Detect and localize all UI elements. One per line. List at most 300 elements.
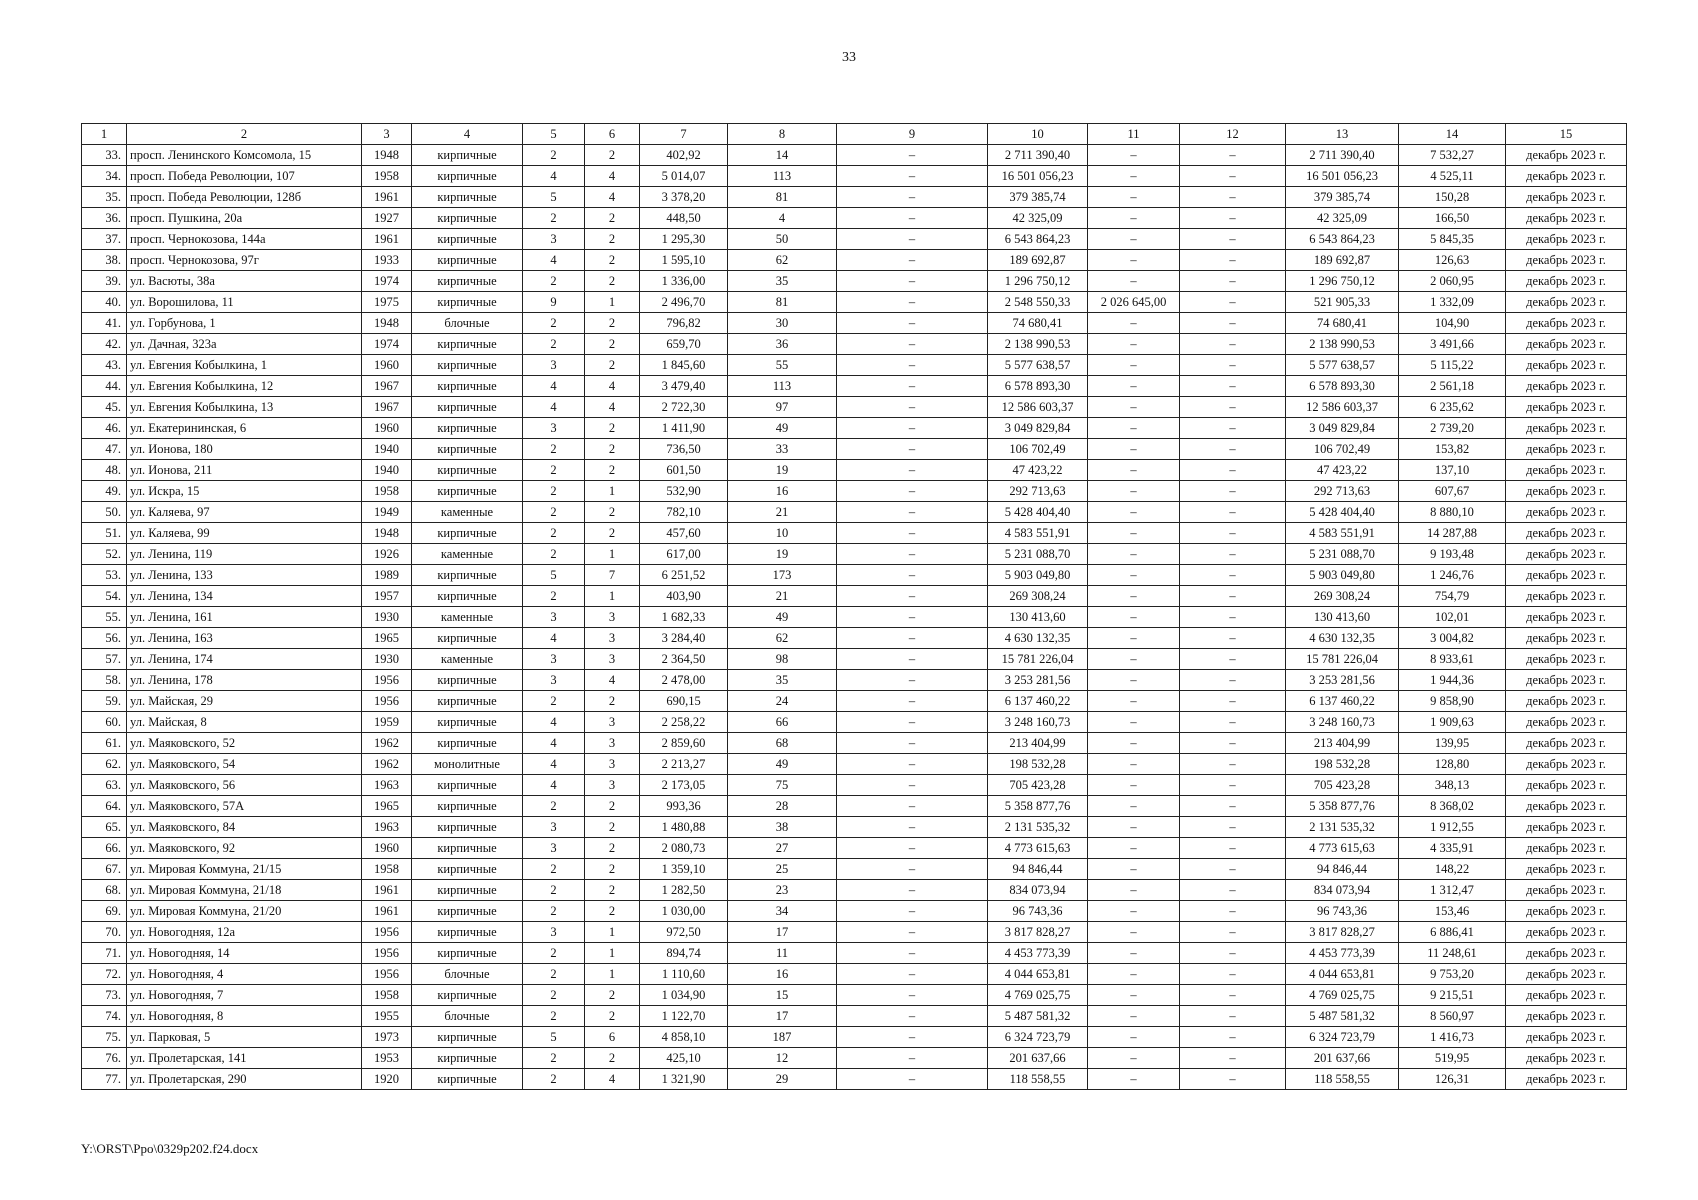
table-cell: 38. bbox=[82, 250, 127, 271]
table-cell: 2 bbox=[585, 523, 640, 544]
table-cell: 1956 bbox=[362, 922, 412, 943]
table-cell: – bbox=[837, 439, 988, 460]
table-cell: кирпичные bbox=[412, 859, 523, 880]
table-cell: просп. Пушкина, 20а bbox=[127, 208, 362, 229]
table-cell: – bbox=[1088, 859, 1180, 880]
table-cell: 77. bbox=[82, 1069, 127, 1090]
table-cell: просп. Ленинского Комсомола, 15 bbox=[127, 145, 362, 166]
table-cell: ул. Ленина, 163 bbox=[127, 628, 362, 649]
table-cell: 2 561,18 bbox=[1399, 376, 1506, 397]
table-cell: – bbox=[837, 565, 988, 586]
table-cell: 2 bbox=[585, 334, 640, 355]
table-cell: 1962 bbox=[362, 754, 412, 775]
table-cell: 5 231 088,70 bbox=[988, 544, 1088, 565]
table-cell: 16 bbox=[728, 964, 837, 985]
table-cell: – bbox=[837, 250, 988, 271]
table-cell: 64. bbox=[82, 796, 127, 817]
table-row bbox=[82, 649, 1627, 670]
table-cell: 52. bbox=[82, 544, 127, 565]
table-row bbox=[82, 880, 1627, 901]
table-cell: – bbox=[1088, 649, 1180, 670]
table-cell: 166,50 bbox=[1399, 208, 1506, 229]
table-cell: 35. bbox=[82, 187, 127, 208]
table-cell: 102,01 bbox=[1399, 607, 1506, 628]
table-cell: – bbox=[1088, 1006, 1180, 1027]
table-cell: 1956 bbox=[362, 691, 412, 712]
column-number-header: 11 bbox=[1088, 124, 1180, 145]
table-cell: 1967 bbox=[362, 397, 412, 418]
table-cell: ул. Екатерининская, 6 bbox=[127, 418, 362, 439]
table-cell: ул. Мировая Коммуна, 21/18 bbox=[127, 880, 362, 901]
table-cell: 292 713,63 bbox=[988, 481, 1088, 502]
table-cell: 4 630 132,35 bbox=[988, 628, 1088, 649]
table-cell: блочные bbox=[412, 1006, 523, 1027]
table-cell: – bbox=[837, 754, 988, 775]
table-cell: 6 137 460,22 bbox=[1286, 691, 1399, 712]
table-cell: декабрь 2023 г. bbox=[1506, 628, 1627, 649]
table-cell: 81 bbox=[728, 187, 837, 208]
table-cell: 15 781 226,04 bbox=[988, 649, 1088, 670]
table-cell: 521 905,33 bbox=[1286, 292, 1399, 313]
table-cell: 1963 bbox=[362, 817, 412, 838]
table-cell: ул. Пролетарская, 141 bbox=[127, 1048, 362, 1069]
table-cell: – bbox=[837, 166, 988, 187]
table-cell: 17 bbox=[728, 922, 837, 943]
table-cell: 2 bbox=[523, 796, 585, 817]
table-cell: 16 bbox=[728, 481, 837, 502]
table-cell: – bbox=[1180, 376, 1286, 397]
table-cell: 8 933,61 bbox=[1399, 649, 1506, 670]
table-cell: 76. bbox=[82, 1048, 127, 1069]
table-cell: 36. bbox=[82, 208, 127, 229]
table-cell: 24 bbox=[728, 691, 837, 712]
table-cell: 2 859,60 bbox=[640, 733, 728, 754]
table-cell: 4 bbox=[523, 775, 585, 796]
table-cell: 55. bbox=[82, 607, 127, 628]
table-cell: 2 173,05 bbox=[640, 775, 728, 796]
table-cell: ул. Маяковского, 54 bbox=[127, 754, 362, 775]
table-cell: 3 bbox=[585, 754, 640, 775]
table-row bbox=[82, 502, 1627, 523]
table-cell: – bbox=[1088, 355, 1180, 376]
table-cell: 1 bbox=[585, 922, 640, 943]
table-cell: 457,60 bbox=[640, 523, 728, 544]
table-cell: декабрь 2023 г. bbox=[1506, 250, 1627, 271]
table-cell: 5 014,07 bbox=[640, 166, 728, 187]
table-cell: – bbox=[1088, 775, 1180, 796]
table-cell: – bbox=[1088, 376, 1180, 397]
table-cell: декабрь 2023 г. bbox=[1506, 397, 1627, 418]
table-cell: – bbox=[1180, 250, 1286, 271]
table-cell: 1956 bbox=[362, 964, 412, 985]
table-cell: каменные bbox=[412, 544, 523, 565]
table-cell: кирпичные bbox=[412, 187, 523, 208]
table-cell: 3 817 828,27 bbox=[988, 922, 1088, 943]
table-cell: 35 bbox=[728, 271, 837, 292]
table-cell: 2 bbox=[523, 901, 585, 922]
table-cell: – bbox=[1180, 145, 1286, 166]
table-cell: кирпичные bbox=[412, 1027, 523, 1048]
table-cell: 3 bbox=[523, 607, 585, 628]
table-cell: – bbox=[1088, 565, 1180, 586]
table-cell: 1 295,30 bbox=[640, 229, 728, 250]
table-cell: ул. Маяковского, 57А bbox=[127, 796, 362, 817]
table-cell: 5 358 877,76 bbox=[988, 796, 1088, 817]
table-cell: 519,95 bbox=[1399, 1048, 1506, 1069]
table-cell: 2 bbox=[523, 943, 585, 964]
table-cell: ул. Новогодняя, 7 bbox=[127, 985, 362, 1006]
table-cell: 68 bbox=[728, 733, 837, 754]
table-cell: 98 bbox=[728, 649, 837, 670]
table-cell: 2 bbox=[523, 313, 585, 334]
table-row bbox=[82, 1006, 1627, 1027]
table-cell: декабрь 2023 г. bbox=[1506, 292, 1627, 313]
table-cell: 425,10 bbox=[640, 1048, 728, 1069]
table-cell: декабрь 2023 г. bbox=[1506, 418, 1627, 439]
table-cell: – bbox=[1180, 880, 1286, 901]
table-cell: 1 bbox=[585, 544, 640, 565]
table-cell: 153,46 bbox=[1399, 901, 1506, 922]
table-cell: 2 bbox=[523, 544, 585, 565]
table-row bbox=[82, 1069, 1627, 1090]
table-cell: 37. bbox=[82, 229, 127, 250]
table-cell: 3 bbox=[523, 649, 585, 670]
table-cell: 1953 bbox=[362, 1048, 412, 1069]
table-cell: декабрь 2023 г. bbox=[1506, 985, 1627, 1006]
table-cell: 17 bbox=[728, 1006, 837, 1027]
table-cell: 2 bbox=[523, 460, 585, 481]
table-cell: 5 115,22 bbox=[1399, 355, 1506, 376]
table-cell: – bbox=[1088, 796, 1180, 817]
column-number-header: 9 bbox=[837, 124, 988, 145]
table-cell: 3 049 829,84 bbox=[1286, 418, 1399, 439]
table-cell: 2 bbox=[523, 502, 585, 523]
table-cell: 8 880,10 bbox=[1399, 502, 1506, 523]
footer-file-path: Y:\ORST\Ppo\0329p202.f24.docx bbox=[81, 1141, 259, 1156]
table-cell: – bbox=[837, 1006, 988, 1027]
table-cell: кирпичные bbox=[412, 733, 523, 754]
table-cell: декабрь 2023 г. bbox=[1506, 1027, 1627, 1048]
table-cell: декабрь 2023 г. bbox=[1506, 964, 1627, 985]
table-row bbox=[82, 670, 1627, 691]
table-cell: – bbox=[1088, 964, 1180, 985]
table-cell: 34. bbox=[82, 166, 127, 187]
table-cell: 113 bbox=[728, 166, 837, 187]
table-cell: 2 496,70 bbox=[640, 292, 728, 313]
table-cell: 2 739,20 bbox=[1399, 418, 1506, 439]
table-cell: 4 bbox=[585, 166, 640, 187]
table-cell: – bbox=[1088, 1069, 1180, 1090]
table-cell: – bbox=[1088, 481, 1180, 502]
table-cell: 5 428 404,40 bbox=[1286, 502, 1399, 523]
table-cell: декабрь 2023 г. bbox=[1506, 922, 1627, 943]
table-cell: 57. bbox=[82, 649, 127, 670]
table-row bbox=[82, 985, 1627, 1006]
table-cell: 63. bbox=[82, 775, 127, 796]
table-cell: – bbox=[1180, 1027, 1286, 1048]
table-cell: 189 692,87 bbox=[988, 250, 1088, 271]
table-cell: декабрь 2023 г. bbox=[1506, 187, 1627, 208]
table-cell: 9 858,90 bbox=[1399, 691, 1506, 712]
table-cell: 201 637,66 bbox=[1286, 1048, 1399, 1069]
table-cell: – bbox=[1180, 985, 1286, 1006]
table-cell: ул. Маяковского, 84 bbox=[127, 817, 362, 838]
table-cell: 754,79 bbox=[1399, 586, 1506, 607]
table-row bbox=[82, 565, 1627, 586]
table-cell: 1 411,90 bbox=[640, 418, 728, 439]
table-cell: – bbox=[1180, 229, 1286, 250]
table-cell: 3 bbox=[585, 712, 640, 733]
table-cell: 59. bbox=[82, 691, 127, 712]
table-cell: кирпичные bbox=[412, 586, 523, 607]
table-cell: – bbox=[1180, 922, 1286, 943]
table-cell: 148,22 bbox=[1399, 859, 1506, 880]
table-cell: кирпичные bbox=[412, 229, 523, 250]
table-cell: 43. bbox=[82, 355, 127, 376]
table-cell: ул. Ленина, 161 bbox=[127, 607, 362, 628]
table-cell: – bbox=[837, 460, 988, 481]
table-cell: 2 bbox=[585, 796, 640, 817]
table-cell: – bbox=[1180, 1048, 1286, 1069]
table-cell: – bbox=[1180, 670, 1286, 691]
table-cell: 23 bbox=[728, 880, 837, 901]
table-cell: 9 753,20 bbox=[1399, 964, 1506, 985]
table-cell: каменные bbox=[412, 607, 523, 628]
table-cell: ул. Ленина, 133 bbox=[127, 565, 362, 586]
table-cell: 1 296 750,12 bbox=[1286, 271, 1399, 292]
table-cell: каменные bbox=[412, 649, 523, 670]
table-row bbox=[82, 691, 1627, 712]
table-cell: – bbox=[837, 502, 988, 523]
table-cell: монолитные bbox=[412, 754, 523, 775]
table-cell: – bbox=[837, 418, 988, 439]
table-cell: 3 253 281,56 bbox=[988, 670, 1088, 691]
table-cell: – bbox=[1088, 313, 1180, 334]
table-cell: 4 bbox=[585, 670, 640, 691]
table-cell: 4 bbox=[523, 166, 585, 187]
table-cell: ул. Маяковского, 92 bbox=[127, 838, 362, 859]
table-cell: – bbox=[1180, 313, 1286, 334]
table-cell: декабрь 2023 г. bbox=[1506, 670, 1627, 691]
table-cell: декабрь 2023 г. bbox=[1506, 817, 1627, 838]
table-cell: 213 404,99 bbox=[988, 733, 1088, 754]
page-number: 33 bbox=[842, 50, 856, 65]
table-cell: 782,10 bbox=[640, 502, 728, 523]
table-cell: – bbox=[1088, 754, 1180, 775]
table-cell: 6 324 723,79 bbox=[988, 1027, 1088, 1048]
table-cell: ул. Дачная, 323а bbox=[127, 334, 362, 355]
table-cell: декабрь 2023 г. bbox=[1506, 145, 1627, 166]
table-cell: 2 548 550,33 bbox=[988, 292, 1088, 313]
table-cell: 62 bbox=[728, 628, 837, 649]
table-cell: декабрь 2023 г. bbox=[1506, 439, 1627, 460]
table-cell: 36 bbox=[728, 334, 837, 355]
table-cell: 153,82 bbox=[1399, 439, 1506, 460]
table-cell: 74. bbox=[82, 1006, 127, 1027]
table-cell: – bbox=[1088, 208, 1180, 229]
table-cell: 3 491,66 bbox=[1399, 334, 1506, 355]
table-cell: декабрь 2023 г. bbox=[1506, 880, 1627, 901]
table-row bbox=[82, 817, 1627, 838]
table-cell: ул. Пролетарская, 290 bbox=[127, 1069, 362, 1090]
table-cell: ул. Евгения Кобылкина, 12 bbox=[127, 376, 362, 397]
table-cell: – bbox=[1088, 145, 1180, 166]
table-cell: 4 bbox=[523, 397, 585, 418]
table-cell: – bbox=[1180, 334, 1286, 355]
table-cell: – bbox=[1180, 712, 1286, 733]
table-cell: 25 bbox=[728, 859, 837, 880]
table-row bbox=[82, 859, 1627, 880]
table-cell: – bbox=[1180, 754, 1286, 775]
table-cell: – bbox=[837, 838, 988, 859]
table-cell: 3 bbox=[523, 838, 585, 859]
table-cell: кирпичные bbox=[412, 922, 523, 943]
table-cell: 1 332,09 bbox=[1399, 292, 1506, 313]
table-cell: декабрь 2023 г. bbox=[1506, 943, 1627, 964]
table-cell: – bbox=[837, 271, 988, 292]
table-cell: кирпичные bbox=[412, 292, 523, 313]
table-cell: кирпичные bbox=[412, 166, 523, 187]
table-cell: ул. Ворошилова, 11 bbox=[127, 292, 362, 313]
table-cell: декабрь 2023 г. bbox=[1506, 754, 1627, 775]
table-cell: – bbox=[837, 187, 988, 208]
table-cell: 1 bbox=[585, 586, 640, 607]
table-cell: – bbox=[1180, 439, 1286, 460]
table-cell: 2 bbox=[585, 229, 640, 250]
table-cell: 1940 bbox=[362, 460, 412, 481]
table-cell: – bbox=[1088, 691, 1180, 712]
table-cell: 1974 bbox=[362, 334, 412, 355]
table-row bbox=[82, 292, 1627, 313]
table-cell: 71. bbox=[82, 943, 127, 964]
table-cell: просп. Чернокозова, 97г bbox=[127, 250, 362, 271]
table-cell: – bbox=[1180, 208, 1286, 229]
table-cell: 7 532,27 bbox=[1399, 145, 1506, 166]
table-cell: 198 532,28 bbox=[1286, 754, 1399, 775]
table-cell: – bbox=[837, 355, 988, 376]
table-cell: 28 bbox=[728, 796, 837, 817]
table-cell: кирпичные bbox=[412, 691, 523, 712]
table-cell: 2 bbox=[585, 271, 640, 292]
table-cell: 75. bbox=[82, 1027, 127, 1048]
table-cell: 5 903 049,80 bbox=[988, 565, 1088, 586]
table-cell: 130 413,60 bbox=[1286, 607, 1399, 628]
table-cell: 4 583 551,91 bbox=[1286, 523, 1399, 544]
table-cell: 269 308,24 bbox=[988, 586, 1088, 607]
table-cell: 6 543 864,23 bbox=[988, 229, 1088, 250]
table-cell: 4 bbox=[523, 250, 585, 271]
table-cell: 2 711 390,40 bbox=[1286, 145, 1399, 166]
table-cell: 4 335,91 bbox=[1399, 838, 1506, 859]
table-cell: кирпичные bbox=[412, 481, 523, 502]
table-cell: 1961 bbox=[362, 901, 412, 922]
table-cell: 2 478,00 bbox=[640, 670, 728, 691]
table-cell: кирпичные bbox=[412, 271, 523, 292]
table-cell: – bbox=[1088, 922, 1180, 943]
table-cell: 113 bbox=[728, 376, 837, 397]
table-cell: 4 773 615,63 bbox=[1286, 838, 1399, 859]
table-cell: 4 bbox=[523, 754, 585, 775]
table-cell: 5 577 638,57 bbox=[988, 355, 1088, 376]
table-cell: 14 bbox=[728, 145, 837, 166]
table-cell: – bbox=[837, 964, 988, 985]
table-cell: 1959 bbox=[362, 712, 412, 733]
table-cell: 601,50 bbox=[640, 460, 728, 481]
table-cell: ул. Горбунова, 1 bbox=[127, 313, 362, 334]
table-cell: 118 558,55 bbox=[988, 1069, 1088, 1090]
table-cell: 1957 bbox=[362, 586, 412, 607]
table-cell: кирпичные bbox=[412, 901, 523, 922]
table-cell: 2 138 990,53 bbox=[1286, 334, 1399, 355]
table-cell: 1 359,10 bbox=[640, 859, 728, 880]
table-cell: 56. bbox=[82, 628, 127, 649]
table-cell: 834 073,94 bbox=[988, 880, 1088, 901]
table-cell: 5 577 638,57 bbox=[1286, 355, 1399, 376]
table-cell: 796,82 bbox=[640, 313, 728, 334]
table-cell: 8 368,02 bbox=[1399, 796, 1506, 817]
table-cell: – bbox=[1088, 985, 1180, 1006]
table-cell: 3 bbox=[523, 355, 585, 376]
table-cell: 2 bbox=[523, 208, 585, 229]
table-cell: 97 bbox=[728, 397, 837, 418]
table-cell: – bbox=[1088, 334, 1180, 355]
table-cell: 47 423,22 bbox=[1286, 460, 1399, 481]
table-cell: 4 bbox=[585, 397, 640, 418]
table-cell: – bbox=[837, 1069, 988, 1090]
table-cell: 187 bbox=[728, 1027, 837, 1048]
table-cell: декабрь 2023 г. bbox=[1506, 355, 1627, 376]
table-cell: 2 080,73 bbox=[640, 838, 728, 859]
column-number-header: 14 bbox=[1399, 124, 1506, 145]
table-cell: 10 bbox=[728, 523, 837, 544]
table-cell: 54. bbox=[82, 586, 127, 607]
table-cell: 4 525,11 bbox=[1399, 166, 1506, 187]
table-cell: 4 453 773,39 bbox=[1286, 943, 1399, 964]
table-cell: 4 bbox=[523, 733, 585, 754]
table-cell: – bbox=[837, 376, 988, 397]
table-cell: 1958 bbox=[362, 985, 412, 1006]
table-cell: 894,74 bbox=[640, 943, 728, 964]
table-cell: 55 bbox=[728, 355, 837, 376]
table-cell: 2 bbox=[585, 1006, 640, 1027]
table-cell: 269 308,24 bbox=[1286, 586, 1399, 607]
table-cell: 1930 bbox=[362, 607, 412, 628]
table-row bbox=[82, 523, 1627, 544]
table-cell: 11 248,61 bbox=[1399, 943, 1506, 964]
column-number-header: 3 bbox=[362, 124, 412, 145]
table-cell: 5 358 877,76 bbox=[1286, 796, 1399, 817]
table-cell: 2 364,50 bbox=[640, 649, 728, 670]
table-cell: 51. bbox=[82, 523, 127, 544]
table-cell: 41. bbox=[82, 313, 127, 334]
table-cell: 2 bbox=[523, 586, 585, 607]
table-cell: 2 bbox=[523, 985, 585, 1006]
table-row bbox=[82, 250, 1627, 271]
table-cell: декабрь 2023 г. bbox=[1506, 544, 1627, 565]
table-cell: – bbox=[837, 880, 988, 901]
table-cell: просп. Победа Революции, 128б bbox=[127, 187, 362, 208]
table-cell: 5 231 088,70 bbox=[1286, 544, 1399, 565]
table-cell: 4 773 615,63 bbox=[988, 838, 1088, 859]
table-cell: – bbox=[837, 607, 988, 628]
table-cell: 12 586 603,37 bbox=[988, 397, 1088, 418]
table-cell: 213 404,99 bbox=[1286, 733, 1399, 754]
table-cell: 4 769 025,75 bbox=[988, 985, 1088, 1006]
table-row bbox=[82, 271, 1627, 292]
table-cell: 5 903 049,80 bbox=[1286, 565, 1399, 586]
table-row bbox=[82, 376, 1627, 397]
table-cell: 14 287,88 bbox=[1399, 523, 1506, 544]
